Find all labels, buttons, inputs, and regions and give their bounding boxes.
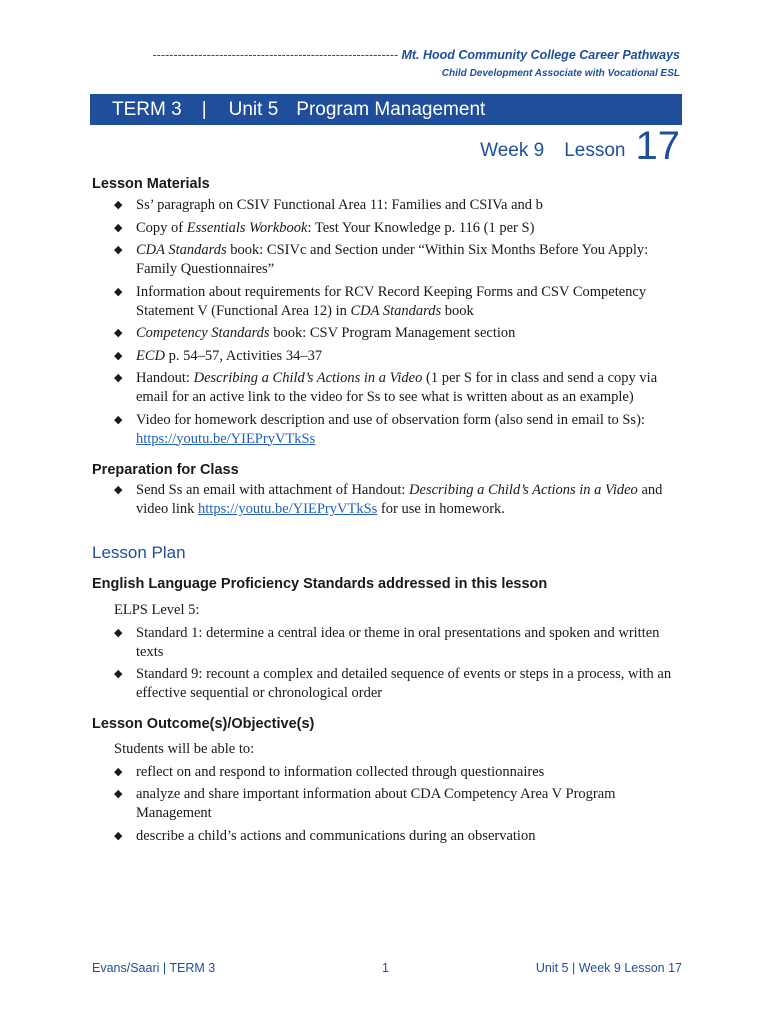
list-item: ◆ Standard 9: recount a complex and detailed sequence of events or steps in a process, with an effective sequential or chronological order	[114, 666, 672, 701]
preparation-list	[92, 481, 682, 519]
footer-right: Unit 5 | Week 9 Lesson 17	[535, 961, 682, 975]
content	[92, 176, 682, 846]
header-dashes: -----------------------------------------------------------	[152, 48, 398, 62]
list-item: ◆ CDA Standards book: CSIVc and Section under “Within Six Months Before You Apply: Family Questionnaires”	[114, 242, 649, 277]
bullet-icon: ◆	[114, 829, 123, 842]
term-label: TERM 3	[112, 98, 182, 120]
outcomes-list	[92, 763, 682, 846]
title-bar	[90, 94, 682, 125]
elp-list	[92, 624, 682, 704]
page-number: 1	[382, 961, 389, 975]
bullet-icon: ◆	[114, 199, 123, 211]
outcomes-heading: Lesson Outcome(s)/Objective(s)	[92, 716, 315, 732]
bullet-icon: ◆	[114, 327, 123, 339]
bullet-icon: ◆	[114, 221, 123, 234]
list-item: ◆ analyze and share important information about CDA Competency Area V Program Management	[114, 786, 616, 821]
bullet-icon: ◆	[114, 413, 123, 426]
lesson-number: 17	[635, 124, 680, 168]
bullet-icon: ◆	[114, 765, 123, 778]
footer-left: Evans/Saari | TERM 3	[92, 961, 216, 975]
bullet-icon: ◆	[114, 372, 123, 384]
lesson-plan-heading: Lesson Plan	[92, 543, 186, 562]
lesson-label: Lesson	[564, 140, 626, 161]
bullet-icon: ◆	[114, 349, 123, 362]
list-item: ◆ Standard 1: determine a central idea or theme in oral presentations and spoken and written texts	[114, 624, 660, 660]
elp-level: ELPS Level 5:	[114, 602, 200, 618]
unit-label: Unit 5	[228, 98, 279, 120]
header-college-line	[92, 48, 680, 62]
week-label: Week 9	[480, 140, 545, 161]
list-item: ◆ describe a child’s actions and communications during an observation	[114, 827, 536, 844]
bullet-icon: ◆	[114, 668, 123, 680]
list-item: ◆ Ss’ paragraph on CSIV Functional Area 11: Families and CSIVa and b	[114, 197, 543, 213]
footer	[92, 961, 682, 981]
bullet-icon: ◆	[114, 244, 123, 256]
list-item: ◆ Competency Standards book: CSV Program Management section	[114, 325, 516, 341]
list-item: ◆ Copy of Essentials Workbook: Test Your Knowledge p. 116 (1 per S)	[114, 219, 535, 236]
list-item: ◆ Send Ss an email with attachment of Handout: Describing a Child’s Actions in a Video and video link https://youtu.be/YIEPryVTkSs for use in homework.	[114, 482, 663, 517]
outcomes-intro: Students will be able to:	[114, 741, 255, 757]
list-item: ◆ reflect on and respond to information collected through questionnaires	[114, 763, 545, 780]
bullet-icon: ◆	[114, 788, 123, 800]
bullet-icon: ◆	[114, 484, 123, 496]
bullet-icon: ◆	[114, 626, 123, 639]
header-program: Child Development Associate with Vocational ESL	[441, 68, 680, 79]
materials-heading: Lesson Materials	[92, 176, 210, 192]
video-link[interactable]: https://youtu.be/YIEPryVTkSs	[198, 501, 378, 517]
unit-name: Program Management	[296, 98, 486, 120]
list-item: ◆ Information about requirements for RCV Record Keeping Forms and CSV Competency Statement V (Functional Area 12) in CDA Standards book	[114, 283, 647, 319]
elp-heading: English Language Proficiency Standards addressed in this lesson	[92, 576, 548, 592]
preparation-heading: Preparation for Class	[92, 461, 239, 478]
video-link[interactable]: https://youtu.be/YIEPryVTkSs	[136, 430, 316, 447]
list-item: ◆ Handout: Describing a Child’s Actions in a Video (1 per S for in class and send a copy via email for an active link to the video for Ss to see what is written about as an example)	[114, 370, 658, 405]
week-lesson	[480, 124, 680, 166]
materials-list	[92, 196, 682, 449]
list-item: ◆ ECD p. 54–57, Activities 34–37	[114, 347, 323, 364]
list-item: ◆ Video for homework description and use of observation form (also send in email to Ss): https://youtu.be/YIEPryVTkSs	[114, 411, 645, 447]
header-college: Mt. Hood Community College Career Pathways	[401, 48, 680, 62]
bullet-icon: ◆	[114, 285, 123, 298]
title-separator: |	[201, 98, 207, 120]
